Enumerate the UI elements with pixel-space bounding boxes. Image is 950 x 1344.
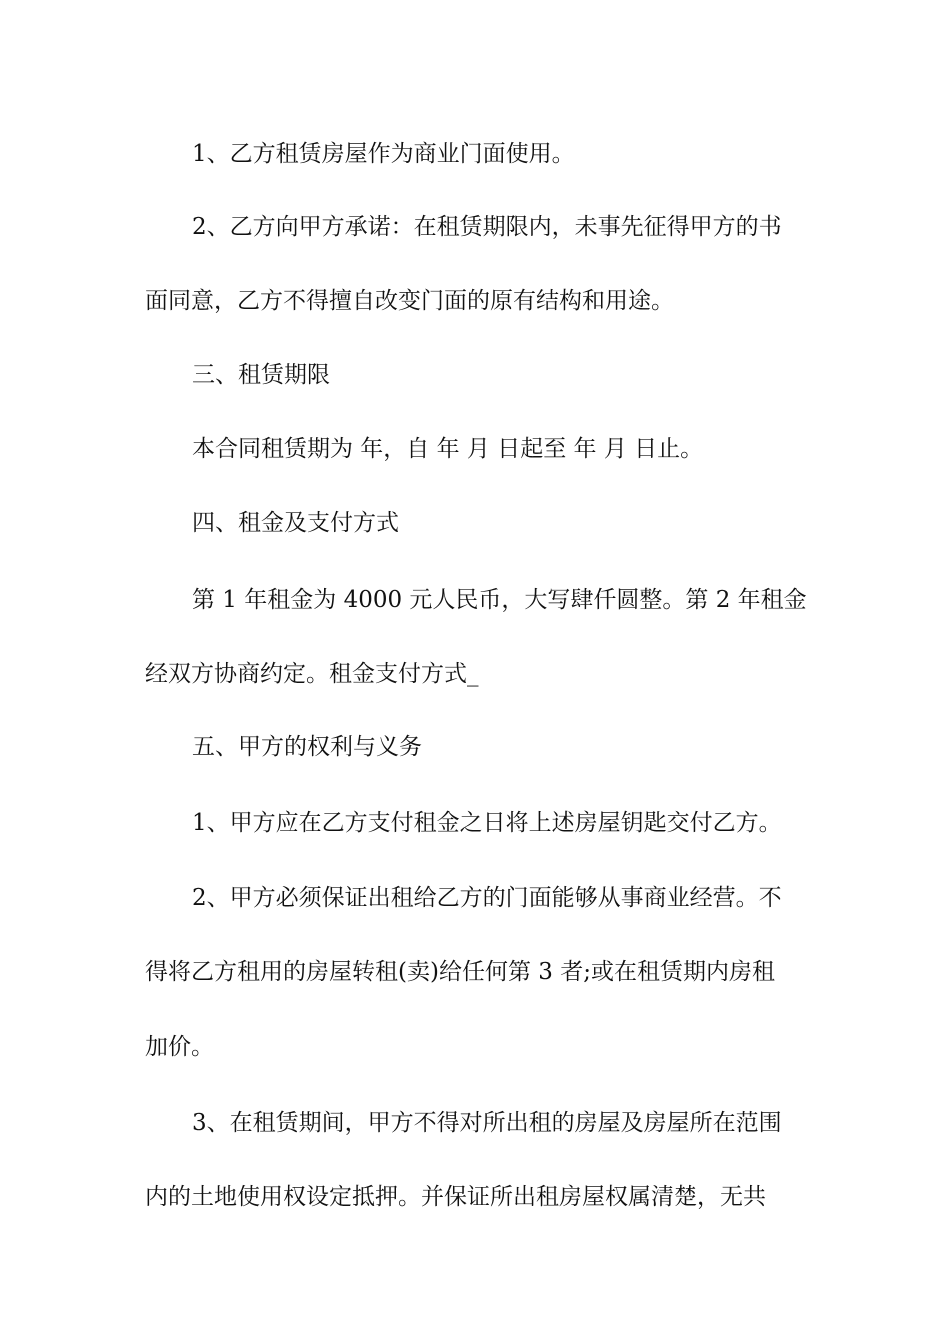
paragraph-line: 2、乙方向甲方承诺：在租赁期限内，未事先征得甲方的书 xyxy=(192,214,782,240)
paragraph-line: 得将乙方租用的房屋转租(卖)给任何第 3 者;或在租赁期内房租 xyxy=(145,959,775,985)
paragraph-line: 加价。 xyxy=(145,1034,214,1060)
section-heading: 三、租赁期限 xyxy=(192,362,330,388)
paragraph-line: 2、甲方必须保证出租给乙方的门面能够从事商业经营。不 xyxy=(192,885,782,911)
paragraph-line: 面同意，乙方不得擅自改变门面的原有结构和用途。 xyxy=(145,288,674,314)
paragraph-line: 1、乙方租赁房屋作为商业门面使用。 xyxy=(192,141,575,167)
section-heading: 四、租金及支付方式 xyxy=(192,510,399,536)
paragraph-line: 1、甲方应在乙方支付租金之日将上述房屋钥匙交付乙方。 xyxy=(192,810,782,836)
paragraph-line: 第 1 年租金为 4000 元人民币，大写肆仟圆整。第 2 年租金 xyxy=(192,587,807,613)
paragraph-line: 3、在租赁期间，甲方不得对所出租的房屋及房屋所在范围 xyxy=(192,1110,782,1136)
paragraph-line: 内的土地使用权设定抵押。并保证所出租房屋权属清楚，无共 xyxy=(145,1184,766,1210)
paragraph-line: 本合同租赁期为 年，自 年 月 日起至 年 月 日止。 xyxy=(192,436,704,462)
paragraph-line: 经双方协商约定。租金支付方式_ xyxy=(145,661,479,687)
section-heading: 五、甲方的权利与义务 xyxy=(192,734,422,760)
